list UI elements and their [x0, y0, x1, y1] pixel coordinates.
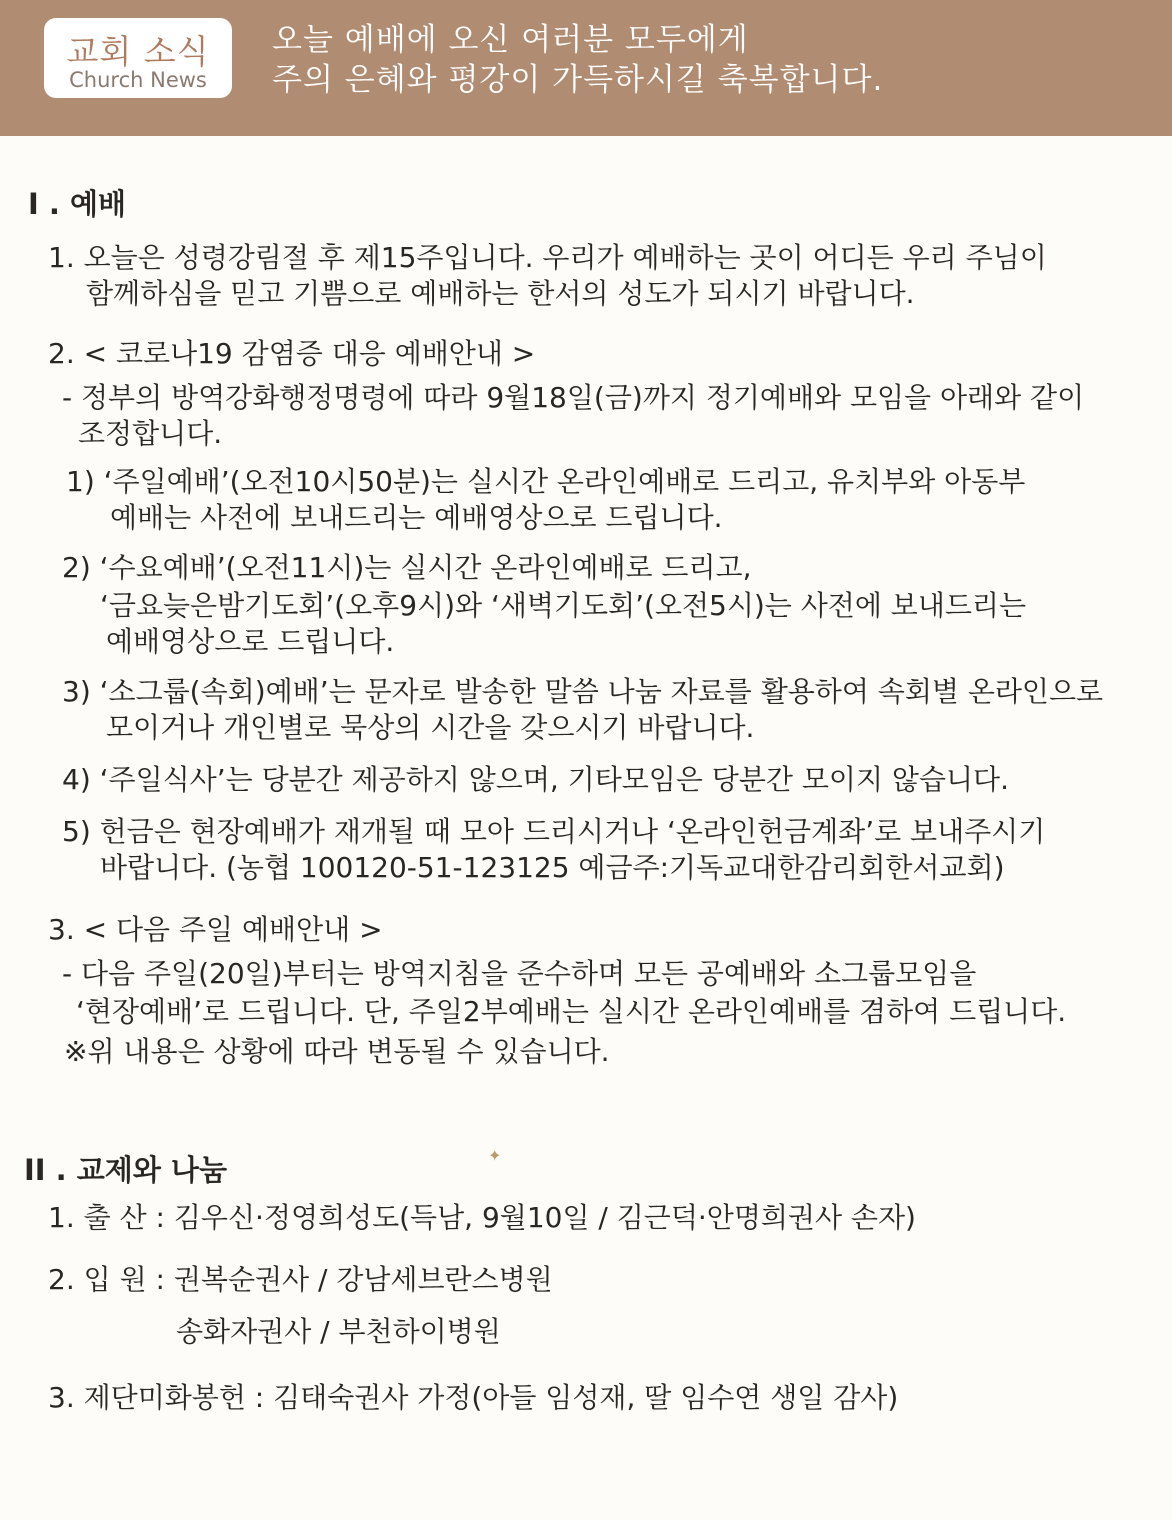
sub-2-line-3: 예배영상으로 드립니다. — [106, 625, 395, 658]
item-2-title: 2. < 코로나19 감염증 대응 예배안내 > — [48, 337, 536, 370]
item-3-note: ※위 내용은 상황에 따라 변동될 수 있습니다. — [64, 1035, 610, 1068]
section-1-heading: I . 예배 — [28, 187, 127, 221]
item-3-line-2: ‘현장예배’로 드립니다. 단, 주일2부예배는 실시간 온라인예배를 겸하여 드립니다. — [76, 995, 1067, 1028]
greeting-line-1: 오늘 예배에 오신 여러분 모두에게 — [272, 22, 749, 58]
section-2-heading: II . 교제와 나눔 — [24, 1153, 227, 1187]
item-2-intro-line-1: - 정부의 방역강화행정명령에 따라 9월18일(금)까지 정기예배와 모임을 아래와 같이 — [62, 381, 1085, 414]
sub-3-line-2: 모이거나 개인별로 묵상의 시간을 갖으시기 바랍니다. — [106, 711, 755, 744]
star-mark-icon: ✦ — [488, 1146, 502, 1165]
item-3-title: 3. < 다음 주일 예배안내 > — [48, 913, 383, 946]
sub-1-line-2: 예배는 사전에 보내드리는 예배영상으로 드립니다. — [110, 501, 723, 534]
item-1-line-2: 함께하심을 믿고 기쁨으로 예배하는 한서의 성도가 되시기 바랍니다. — [86, 277, 915, 310]
item-1-line-1: 1. 오늘은 성령강림절 후 제15주입니다. 우리가 예배하는 곳이 어디든 우리 주님이 — [48, 241, 1047, 274]
sub-2-line-1: 2) ‘수요예배’(오전11시)는 실시간 온라인예배로 드리고, — [62, 551, 752, 584]
sub-3-line-1: 3) ‘소그룹(속회)예배’는 문자로 발송한 말씀 나눔 자료를 활용하여 속회별 온라인으로 — [62, 675, 1104, 708]
badge-subtitle: Church News — [69, 68, 207, 92]
sub-1-line-1: 1) ‘주일예배’(오전10시50분)는 실시간 온라인예배로 드리고, 유치부와 아동부 — [66, 465, 1026, 498]
item-3-line-1: - 다음 주일(20일)부터는 방역지침을 준수하며 모든 공예배와 소그룹모임을 — [62, 957, 977, 990]
greeting-line-2: 주의 은혜와 평강이 가득하시길 축복합니다. — [272, 62, 884, 98]
item-2-intro-line-2: 조정합니다. — [78, 417, 223, 450]
sub-5-line-1: 5) 헌금은 현장예배가 재개될 때 모아 드리시거나 ‘온라인헌금계좌’로 보내주시기 — [62, 815, 1046, 848]
sub-2-line-2: ‘금요늦은밤기도회’(오후9시)와 ‘새벽기도회’(오전5시)는 사전에 보내드리는 — [100, 589, 1027, 622]
greeting — [272, 20, 883, 100]
sub-4-line-1: 4) ‘주일식사’는 당분간 제공하지 않으며, 기타모임은 당분간 모이지 않습니다. — [62, 763, 1009, 796]
birth-news: 1. 출 산 : 김우신·정영희성도(득남, 9월10일 / 김근덕·안명희권사 손자) — [48, 1201, 916, 1234]
header-banner — [0, 0, 1172, 136]
hospital-line-1: 2. 입 원 : 권복순권사 / 강남세브란스병원 — [48, 1263, 553, 1296]
badge-title: 교회 소식 — [66, 32, 210, 71]
church-news-badge — [44, 18, 232, 98]
sub-5-line-2: 바랍니다. (농협 100120-51-123125 예금주:기독교대한감리회한서교회) — [100, 851, 1005, 884]
hospital-line-2: 송화자권사 / 부천하이병원 — [176, 1315, 501, 1348]
altar-flowers: 3. 제단미화봉헌 : 김태숙권사 가정(아들 임성재, 딸 임수연 생일 감사) — [48, 1381, 899, 1414]
